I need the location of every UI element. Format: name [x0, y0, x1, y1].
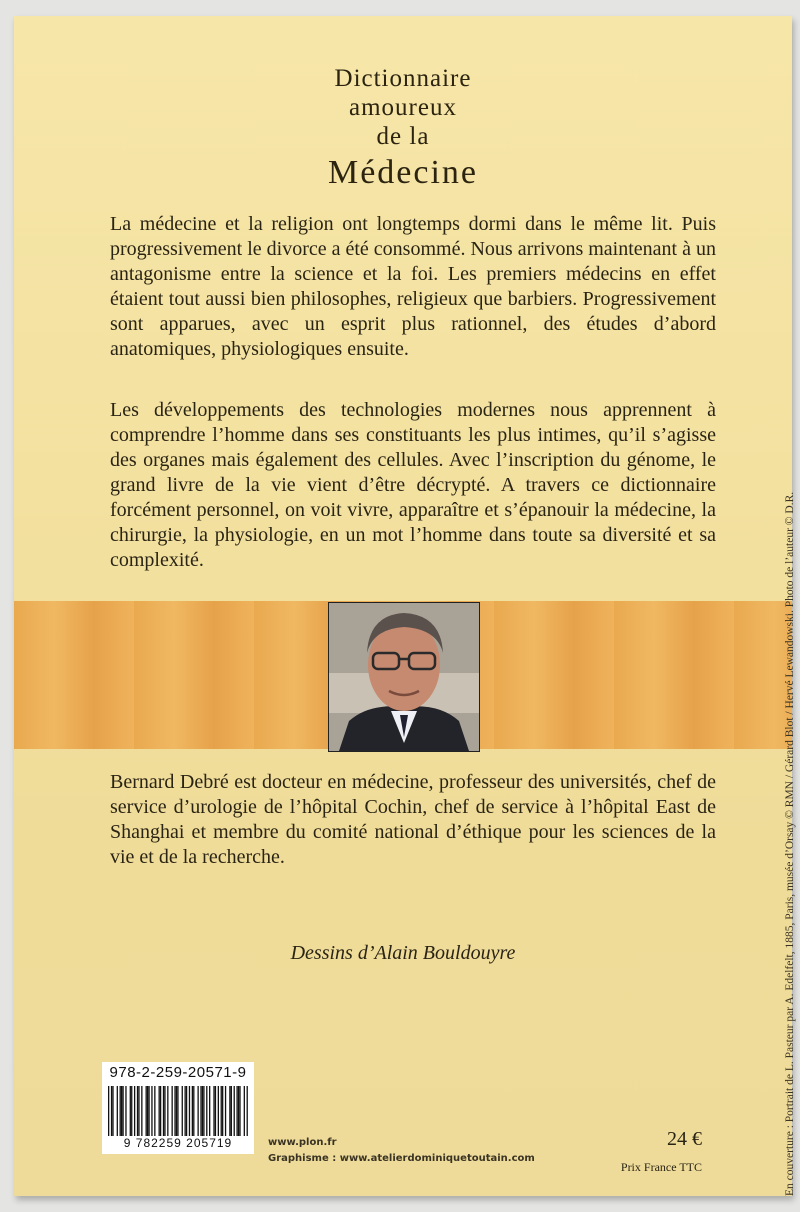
barcode-bar: [148, 1086, 149, 1136]
barcode-bar: [202, 1086, 203, 1136]
author-portrait-illustration: [329, 603, 479, 751]
barcode-bar: [111, 1086, 112, 1136]
barcode-bar: [138, 1086, 139, 1136]
barcode-bar: [225, 1086, 226, 1136]
barcode-bar: [193, 1086, 194, 1136]
barcode-bar: [121, 1086, 122, 1136]
barcode-bar: [244, 1086, 245, 1136]
barcode-bar: [108, 1086, 109, 1136]
barcode-bar: [164, 1086, 165, 1136]
barcode-bar: [238, 1086, 239, 1136]
barcode-bar: [236, 1086, 237, 1136]
barcode-bar: [147, 1086, 148, 1136]
title-line-1: Dictionnaire: [334, 65, 472, 92]
price: 24 €: [667, 1128, 702, 1150]
barcode-bar: [117, 1086, 118, 1136]
publisher-info: [268, 1135, 535, 1167]
barcode: [102, 1062, 254, 1154]
isbn-number: 978-2-259-20571-9: [109, 1064, 247, 1081]
barcode-bar: [247, 1086, 248, 1136]
description-paragraph-2: Les développements des technologies modernes nous apprennent à comprendre l’homme dans ses constituants les plus intimes, qu’il s’agisse des organes mais également des cellules. Avec l’inscription du génome, le grand livre de la vie vient d’être décrypté. A travers ce dictionnaire forcément personnel, on voit vivre, apparaître et s’épanouir la médecine, la chirurgie, la physiologie, en un mot l’homme dans toute sa diversité et sa complexité.: [110, 399, 716, 571]
author-photo: [328, 602, 480, 752]
barcode-bar: [172, 1086, 173, 1136]
barcode-bar: [215, 1086, 216, 1136]
barcode-bar: [146, 1086, 147, 1136]
barcode-bar: [222, 1086, 223, 1136]
title-line-2: amoureux: [349, 94, 457, 121]
barcode-bars: [108, 1086, 248, 1136]
barcode-bar: [182, 1086, 183, 1136]
barcode-bar: [184, 1086, 185, 1136]
barcode-bar: [167, 1086, 168, 1136]
barcode-bar: [229, 1086, 230, 1136]
barcode-bar: [151, 1086, 152, 1136]
barcode-bar: [112, 1086, 113, 1136]
barcode-bar: [130, 1086, 131, 1136]
barcode-bar: [218, 1086, 219, 1136]
barcode-bar: [120, 1086, 121, 1136]
barcode-bar: [159, 1086, 160, 1136]
barcode-bar: [137, 1086, 138, 1136]
barcode-bar: [154, 1086, 155, 1136]
barcode-bar: [213, 1086, 214, 1136]
barcode-bar: [134, 1086, 135, 1136]
barcode-bar: [141, 1086, 142, 1136]
barcode-bar: [163, 1086, 164, 1136]
description-paragraph-1: La médecine et la religion ont longtemps dormi dans le même lit. Puis progressivement le divorce a été consommé. Nous arrivons maintenant à un antagonisme entre la science et la foi. Les premiers médecins en effet étaient tout aussi bien philosophes, religieux que barbiers. Progressivement sont apparues, avec un esprit plus rationnel, des études d’abord anatomiques, physiologiques ensuite.: [110, 213, 716, 360]
barcode-bar: [122, 1086, 123, 1136]
title-line-3: de la: [376, 123, 430, 150]
title-line-4: Médecine: [327, 154, 479, 191]
barcode-bar: [231, 1086, 232, 1136]
cover-credit: En couverture : Portrait de L. Pasteur par A. Edelfelt, 1885, Paris, musée d’Orsay © RMN / Gérard Blot / Hervé Lewandowski. Photo de l’auteur © D.R.: [784, 491, 796, 1196]
barcode-bar: [125, 1086, 126, 1136]
ean-number: 9 782259 205719: [123, 1136, 233, 1150]
barcode-bar: [200, 1086, 201, 1136]
website-link: www.plon.fr: [268, 1137, 337, 1148]
barcode-bar: [234, 1086, 235, 1136]
barcode-bar: [174, 1086, 175, 1136]
author-bio: Bernard Debré est docteur en médecine, professeur des universités, chef de service d’urologie de l’hôpital Cochin, chef de service à l’hôpital East de Shanghai et membre du comité national d’éthique pour les sciences de la vie et de la recherche.: [110, 771, 716, 868]
barcode-bar: [239, 1086, 240, 1136]
barcode-bar: [206, 1086, 207, 1136]
barcode-bar: [203, 1086, 204, 1136]
barcode-bar: [160, 1086, 161, 1136]
book-title: [14, 64, 792, 195]
barcode-bar: [221, 1086, 222, 1136]
illustrations-credit: Dessins d’Alain Bouldouyre: [290, 942, 516, 964]
barcode-bar: [189, 1086, 190, 1136]
barcode-bar: [131, 1086, 132, 1136]
barcode-bar: [197, 1086, 198, 1136]
barcode-bar: [192, 1086, 193, 1136]
barcode-bar: [186, 1086, 187, 1136]
barcode-bar: [176, 1086, 177, 1136]
graphisme-credit: Graphisme : www.atelierdominiquetoutain.com: [268, 1153, 535, 1164]
barcode-bar: [177, 1086, 178, 1136]
price-label: Prix France TTC: [620, 1160, 702, 1174]
barcode-bar: [209, 1086, 210, 1136]
book-back-cover: [14, 16, 796, 1196]
